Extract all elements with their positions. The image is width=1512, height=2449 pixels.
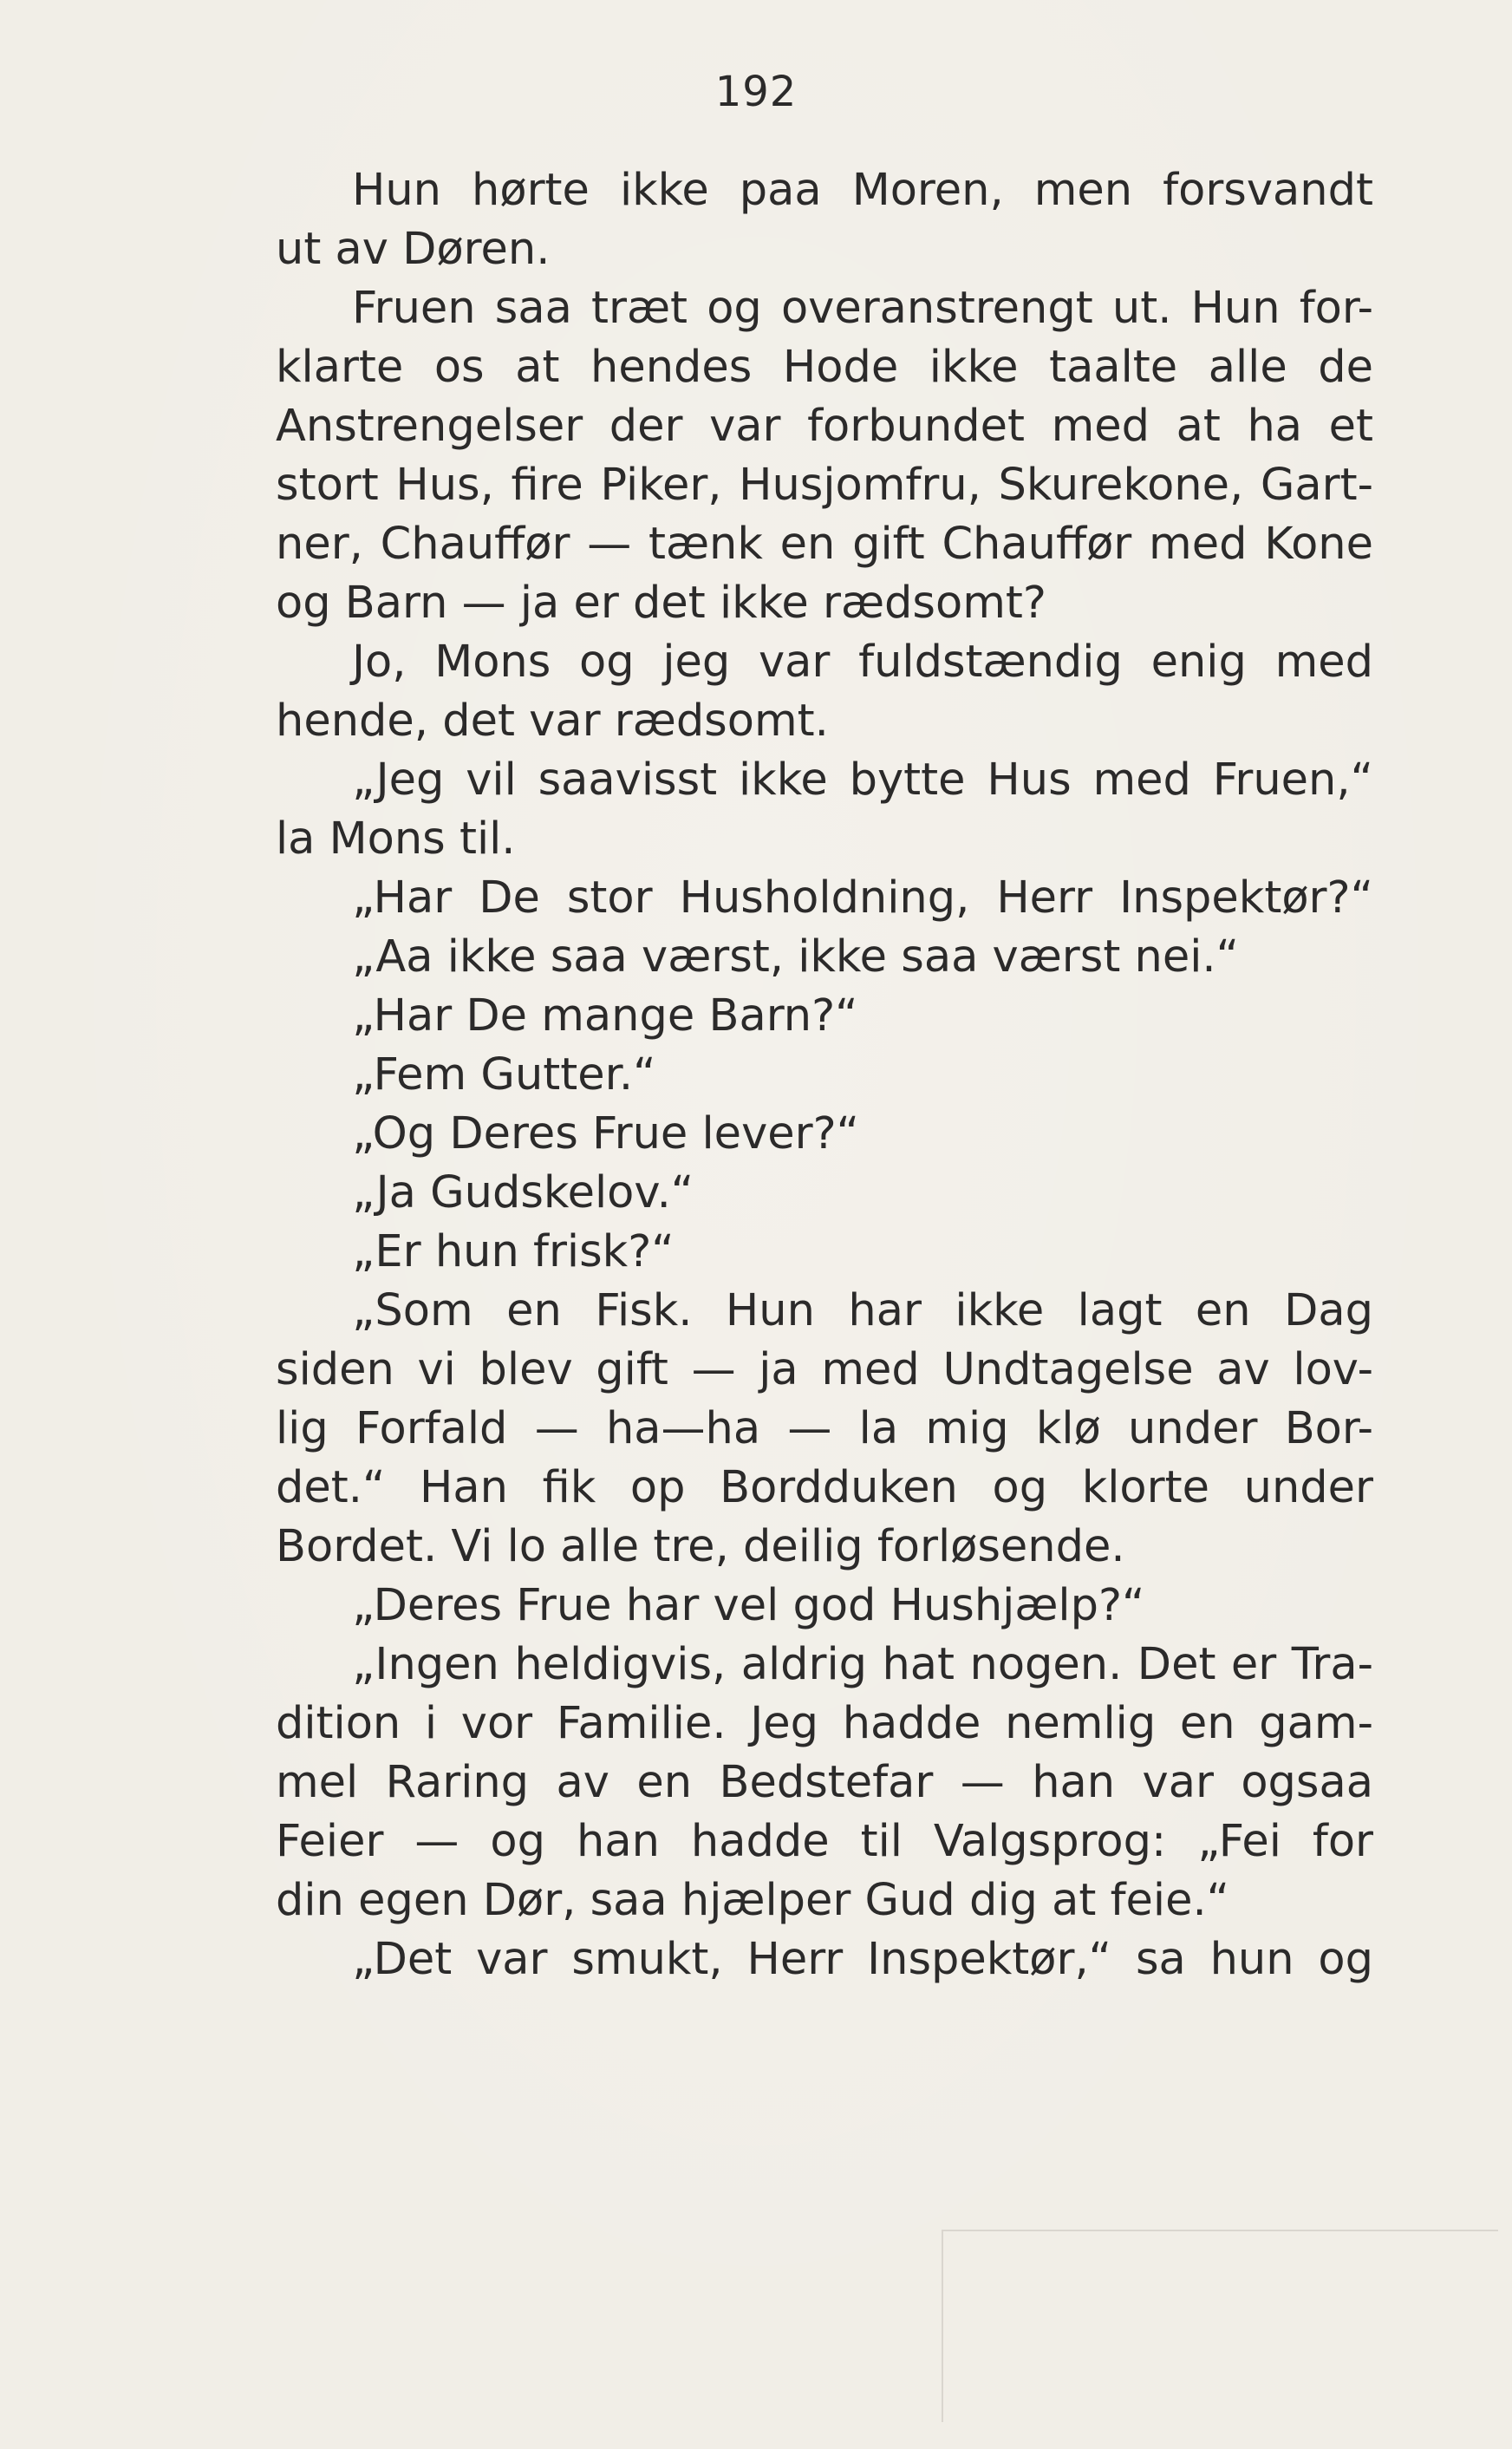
text-line: „Har De mange Barn?“	[352, 990, 858, 1042]
text-line: Bordet. Vi lo alle tre, deilig forløsende.	[276, 1521, 1125, 1572]
text-line: Feier — og han hadde til Valgsprog: „Fei for	[276, 1816, 1373, 1867]
text-line: Hun hørte ikke paa Moren, men forsvandt	[352, 165, 1373, 216]
text-line: „Det var smukt, Herr Inspektør,“ sa hun og	[352, 1934, 1373, 1985]
text-line: „Som en Fisk. Hun har ikke lagt en Dag	[352, 1285, 1373, 1336]
text-line: stort Hus, fire Piker, Husjomfru, Skurekone, Gart-	[276, 460, 1373, 511]
text-line: Fruen saa træt og overanstrengt ut. Hun for-	[352, 283, 1373, 334]
text-line: la Mons til.	[276, 813, 516, 865]
text-line: det.“ Han fik op Bordduken og klorte under	[276, 1462, 1373, 1513]
text-line: din egen Dør, saa hjælper Gud dig at feie.“	[276, 1875, 1230, 1926]
text-line: „Fem Gutter.“	[352, 1049, 656, 1100]
text-line: „Har De stor Husholdning, Herr Inspektør?“	[352, 872, 1373, 924]
text-line: „Deres Frue har vel god Hushjælp?“	[352, 1580, 1145, 1631]
text-line: mel Raring av en Bedstefar — han var ogsaa	[276, 1757, 1373, 1808]
text-line: og Barn — ja er det ikke rædsomt?	[276, 578, 1046, 629]
page-number: 192	[714, 68, 798, 116]
body-text	[276, 161, 1373, 1989]
text-line: „Jeg vil saavisst ikke bytte Hus med Fruen,“	[352, 754, 1373, 806]
text-line: klarte os at hendes Hode ikke taalte alle de	[276, 342, 1373, 393]
text-line: „Og Deres Frue lever?“	[352, 1108, 860, 1159]
text-line: „Ja Gudskelov.“	[352, 1167, 694, 1218]
text-line: siden vi blev gift — ja med Undtagelse av lov-	[276, 1344, 1373, 1395]
text-line: ut av Døren.	[276, 224, 551, 275]
text-line: „Er hun frisk?“	[352, 1226, 675, 1277]
text-line: Anstrengelser der var forbundet med at ha et	[276, 401, 1373, 452]
text-line: „Ingen heldigvis, aldrig hat nogen. Det er Tra-	[352, 1639, 1373, 1690]
text-line: hende, det var rædsomt.	[276, 696, 829, 747]
text-line: dition i vor Familie. Jeg hadde nemlig en gam-	[276, 1698, 1373, 1749]
text-line: Jo, Mons og jeg var fuldstændig enig med	[352, 637, 1373, 688]
text-line: „Aa ikke saa værst, ikke saa værst nei.“	[352, 931, 1240, 983]
text-line: ner, Chauffør — tænk en gift Chauffør med Kone	[276, 519, 1373, 570]
library-stamp-mark	[942, 2230, 1498, 2422]
text-line: lig Forfald — ha—ha — la mig klø under Bor-	[276, 1403, 1373, 1454]
